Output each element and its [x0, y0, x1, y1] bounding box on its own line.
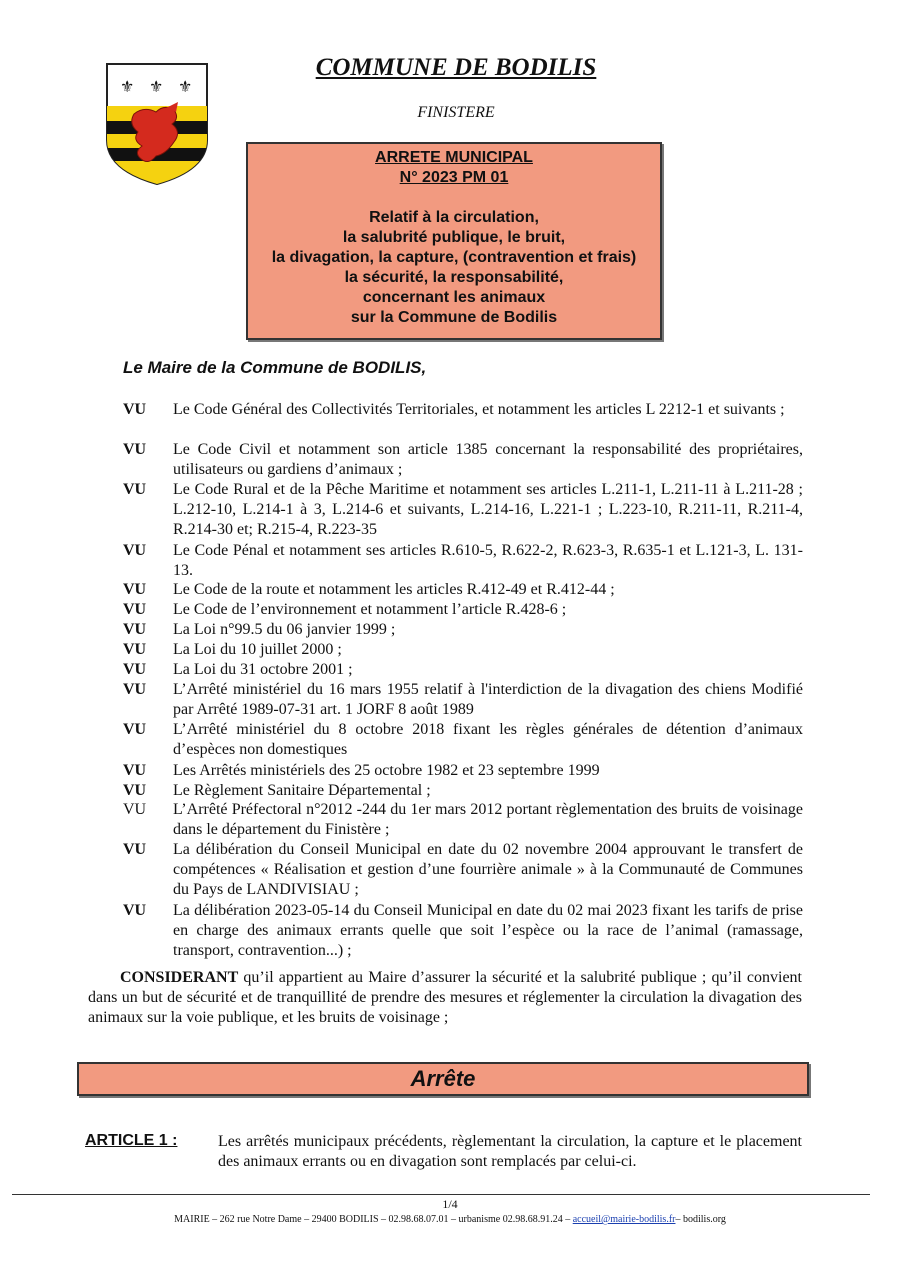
vu-item	[123, 680, 803, 720]
vu-text: La Loi du 10 juillet 2000 ;	[173, 641, 342, 658]
department-name: FINISTERE	[417, 104, 495, 121]
vu-label: VU	[123, 721, 147, 738]
vu-item	[123, 440, 803, 480]
vu-item	[123, 660, 803, 680]
vu-text: L’Arrêté Préfectoral n°2012 -244 du 1er mars 2012 portant règlementation des bruits de voisinage dans le département du Finistère ;	[173, 801, 803, 838]
vu-item	[123, 840, 803, 900]
vu-text: Le Code de la route et notamment les articles R.412-49 et R.412-44 ;	[173, 581, 615, 598]
vu-label: VU	[123, 581, 147, 598]
vu-item	[123, 720, 803, 760]
vu-text: La Loi du 31 octobre 2001 ;	[173, 661, 353, 678]
article-1-text: Les arrêtés municipaux précédents, règlementant la circulation, la capture et le placement des animaux errants ou en divagation sont remplacés par celui-ci.	[218, 1133, 802, 1170]
footer-email-link[interactable]: accueil@mairie-bodilis.fr	[572, 1214, 676, 1225]
vu-label: VU	[123, 762, 147, 779]
subject-line: la salubrité publique, le bruit,	[342, 229, 566, 246]
considerant-lead: CONSIDERANT	[120, 969, 239, 986]
vu-text: Les Arrêtés ministériels des 25 octobre 1982 et 23 septembre 1999	[173, 762, 600, 779]
vu-item	[123, 800, 803, 840]
svg-text:⚜: ⚜	[178, 77, 193, 96]
vu-label: VU	[123, 641, 147, 658]
vu-item	[123, 620, 803, 640]
vu-text: La délibération 2023-05-14 du Conseil Municipal en date du 02 mai 2023 fixant les tarifs de prise en charge des animaux errants quelle que soit l’espèce ou la race de l’animal (ramassage, transport, contravention...) ;	[173, 902, 803, 959]
article-1-label: ARTICLE 1 :	[85, 1132, 178, 1149]
arrete-number: N° 2023 PM 01	[399, 169, 509, 186]
vu-item	[123, 640, 803, 660]
vu-label: VU	[123, 782, 147, 799]
arrete-heading: Arrête	[77, 1062, 809, 1096]
vu-label: VU	[123, 801, 147, 818]
vu-label: VU	[123, 661, 147, 678]
vu-label: VU	[123, 401, 147, 418]
subject-line: concernant les animaux	[362, 289, 546, 306]
vu-text: La délibération du Conseil Municipal en date du 02 novembre 2004 approuvant le transfert de compétences « Réalisation et gestion d’une fourrière animale » à la Communauté de Communes du Pays de LANDIVISIAU ;	[173, 841, 803, 898]
vu-label: VU	[123, 601, 147, 618]
footer-address	[0, 1214, 900, 1225]
subject-line: sur la Commune de Bodilis	[350, 309, 558, 326]
vu-label: VU	[123, 681, 147, 698]
vu-text: L’Arrêté ministériel du 16 mars 1955 relatif à l'interdiction de la divagation des chiens Modifié par Arrêté 1989-07-31 art. 1 JORF 8 août 1989	[173, 681, 803, 718]
considerant-text: qu’il appartient au Maire d’assurer la sécurité et la salubrité publique ; qu’il convient dans un but de sécurité et de tranquillité de prendre des mesures et réglementer la circulation la divagation des animaux sur la voie publique, et les bruits de voisinage ;	[88, 969, 802, 1026]
vu-item	[123, 400, 803, 420]
vu-item	[123, 781, 803, 801]
arrete-title: ARRETE MUNICIPAL	[375, 149, 533, 166]
commune-title: COMMUNE DE BODILIS	[315, 54, 597, 81]
arrete-header-box	[246, 142, 662, 340]
maire-heading: Le Maire de la Commune de BODILIS,	[123, 358, 427, 377]
commune-crest-logo	[104, 62, 210, 186]
vu-text: L’Arrêté ministériel du 8 octobre 2018 fixant les règles générales de détention d’animaux d’espèces non domestiques	[173, 721, 803, 758]
vu-text: Le Code Pénal et notamment ses articles R.610-5, R.622-2, R.623-3, R.635-1 et L.121-3, L. 131-13.	[173, 542, 803, 579]
footer-address-prefix: MAIRIE – 262 rue Notre Dame – 29400 BODILIS – 02.98.68.07.01 – urbanisme 02.98.68.91.24 –	[174, 1214, 573, 1225]
subject-line: la sécurité, la responsabilité,	[344, 269, 564, 286]
subject-line: Relatif à la circulation,	[369, 209, 539, 226]
vu-label: VU	[123, 841, 147, 858]
svg-text:⚜: ⚜	[120, 77, 135, 96]
footer-address-suffix: – bodilis.org	[675, 1214, 726, 1225]
vu-item	[123, 901, 803, 961]
vu-text: Le Code Général des Collectivités Territoriales, et notamment les articles L 2212-1 et suivants ;	[173, 401, 785, 418]
page-number: 1/4	[442, 1197, 458, 1211]
footer-divider	[12, 1194, 870, 1195]
vu-text: Le Règlement Sanitaire Départemental ;	[173, 782, 431, 799]
vu-label: VU	[123, 902, 147, 919]
vu-text: Le Code Rural et de la Pêche Maritime et notamment ses articles L.211-1, L.211-11 à L.211-28 ; L.212-10, L.214-1 à 3, L.214-6 et suivants, L.214-16, L.221-1 ; L.223-10, R.211-11, R.211-4, R.214-30 et; R.215-4, R.223-35	[173, 481, 803, 538]
vu-label: VU	[123, 542, 147, 559]
vu-item	[123, 580, 803, 600]
vu-text: La Loi n°99.5 du 06 janvier 1999 ;	[173, 621, 396, 638]
vu-item	[123, 541, 803, 581]
svg-text:⚜: ⚜	[149, 77, 164, 96]
subject-line: la divagation, la capture, (contravention et frais)	[271, 249, 637, 266]
vu-text: Le Code de l’environnement et notamment l’article R.428-6 ;	[173, 601, 567, 618]
considerant-paragraph	[88, 968, 802, 1028]
vu-label: VU	[123, 441, 147, 458]
vu-text: Le Code Civil et notamment son article 1385 concernant la responsabilité des propriétaires, utilisateurs ou gardiens d’animaux ;	[173, 441, 803, 478]
vu-label: VU	[123, 621, 147, 638]
vu-item	[123, 480, 803, 540]
vu-label: VU	[123, 481, 147, 498]
vu-item	[123, 761, 803, 781]
vu-item	[123, 600, 803, 620]
